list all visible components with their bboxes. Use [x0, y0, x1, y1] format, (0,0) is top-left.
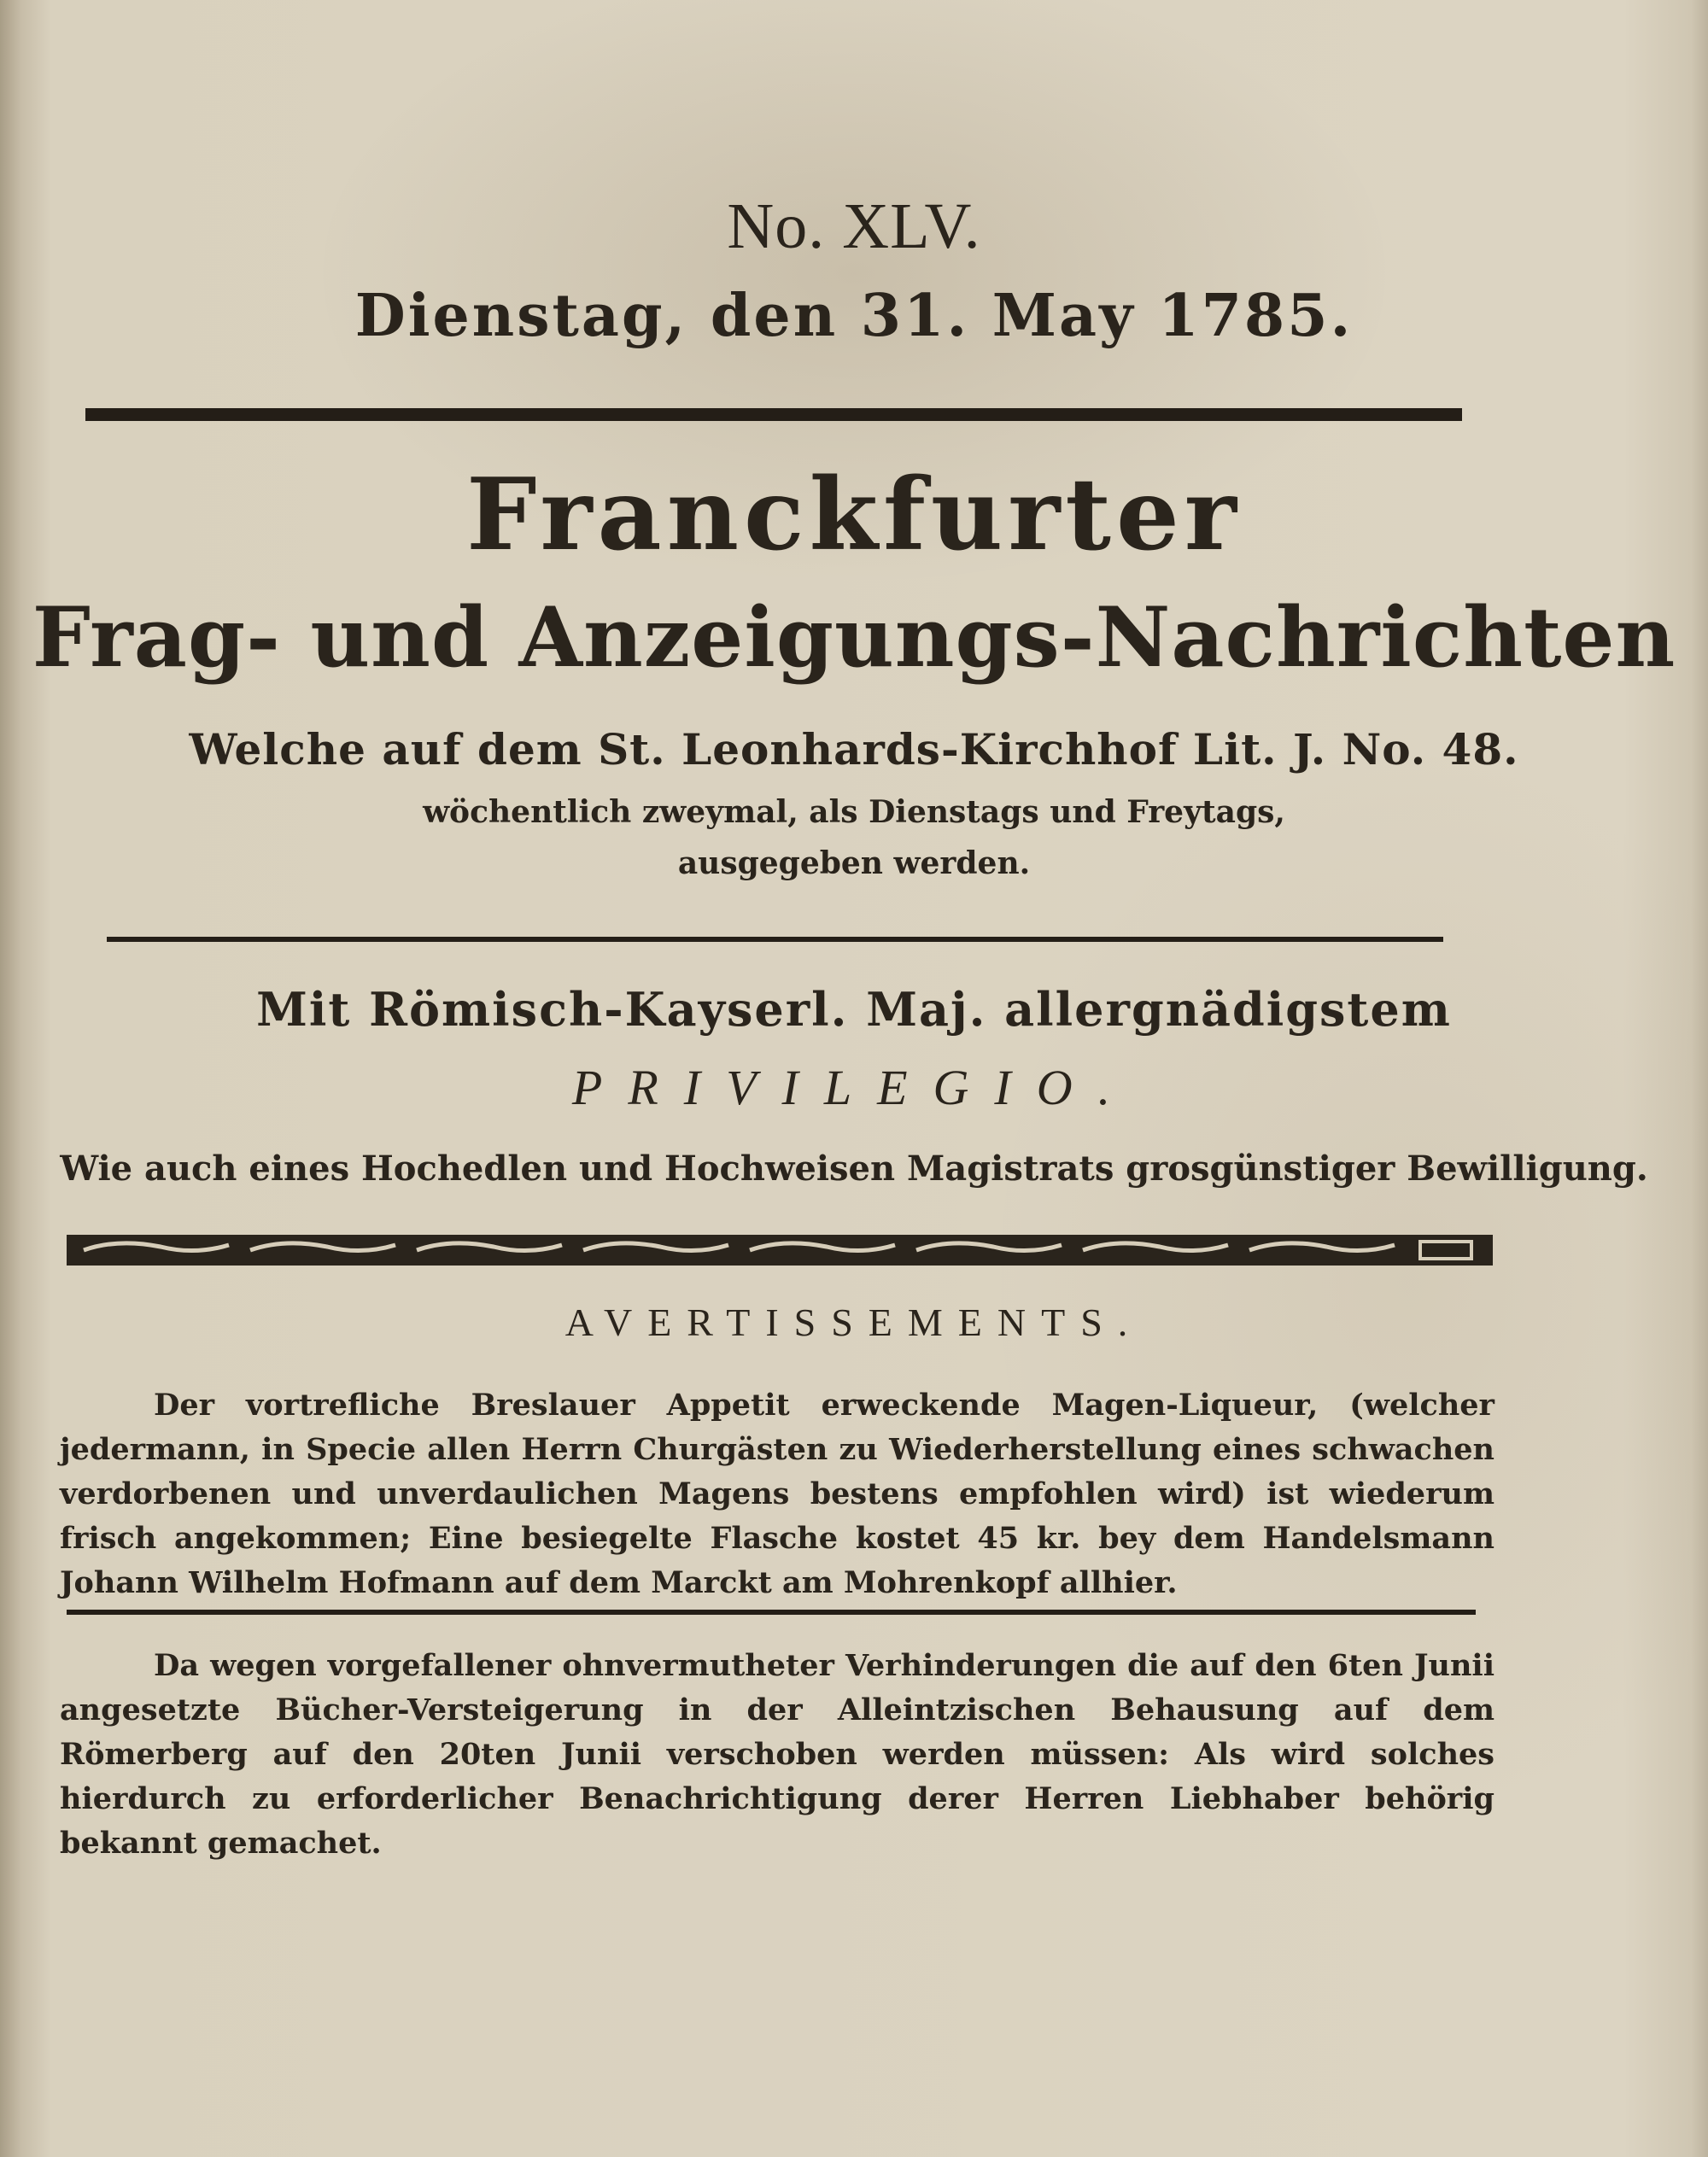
issue-date: Dienstag, den 31. May 1785.	[354, 282, 1354, 350]
publisher-line-1: Welche auf dem St. Leonhards-Kirchhof Lit. J. No. 48.	[189, 724, 1519, 775]
notice-2: Da wegen vorgefallener ohnvermutheter Verhinderungen die auf den 6ten Junii angesetzte Bücher-Versteigerung in der Alleintzischen Behausung auf dem Römerberg auf den 20ten Junii verschoben werden müssen: Als wird solches hierdurch zu erforderlicher Benachrichtigung derer Herren Liebhaber behörig bekannt gemachet.	[60, 1648, 1494, 1861]
section-heading: AVERTISSEMENTS.	[564, 1301, 1144, 1344]
title-rule	[107, 937, 1443, 942]
privilege-line-1: Mit Römisch-Kayserl. Maj. allergnädigstem	[256, 982, 1452, 1037]
notice-1: Der vortrefliche Breslauer Appetit erweckende Magen-Liqueur, (welcher jedermann, in Specie allen Herrn Churgästen zu Wiederherstellung eines schwachen verdorbenen und unverdaulichen Magens bestens empfohlen wird) ist wiederum frisch angekommen; Eine besiegelte Flasche kostet 45 kr. bey dem Handelsmann Johann Wilhelm Hofmann auf dem Marckt am Mohrenkopf allhier.	[60, 1388, 1494, 1600]
publisher-line-3: ausgegeben werden.	[677, 845, 1031, 881]
masthead-rule	[85, 408, 1462, 421]
privilege-line-3: Wie auch eines Hochedlen und Hochweisen Magistrats grosgünstiger Bewilligung.	[60, 1149, 1648, 1189]
newspaper-title-line-2: Frag- und Anzeigungs-Nachrichten	[32, 589, 1676, 686]
newspaper-title-line-1: Franckfurter	[466, 457, 1242, 573]
ornamental-divider	[67, 1230, 1493, 1271]
privilege-line-2: PRIVILEGIO.	[571, 1060, 1137, 1115]
issue-number: No. XLV.	[727, 190, 981, 262]
notice-separator-rule	[67, 1610, 1476, 1615]
publisher-line-2: wöchentlich zweymal, als Dienstags und Freytags,	[423, 794, 1285, 830]
